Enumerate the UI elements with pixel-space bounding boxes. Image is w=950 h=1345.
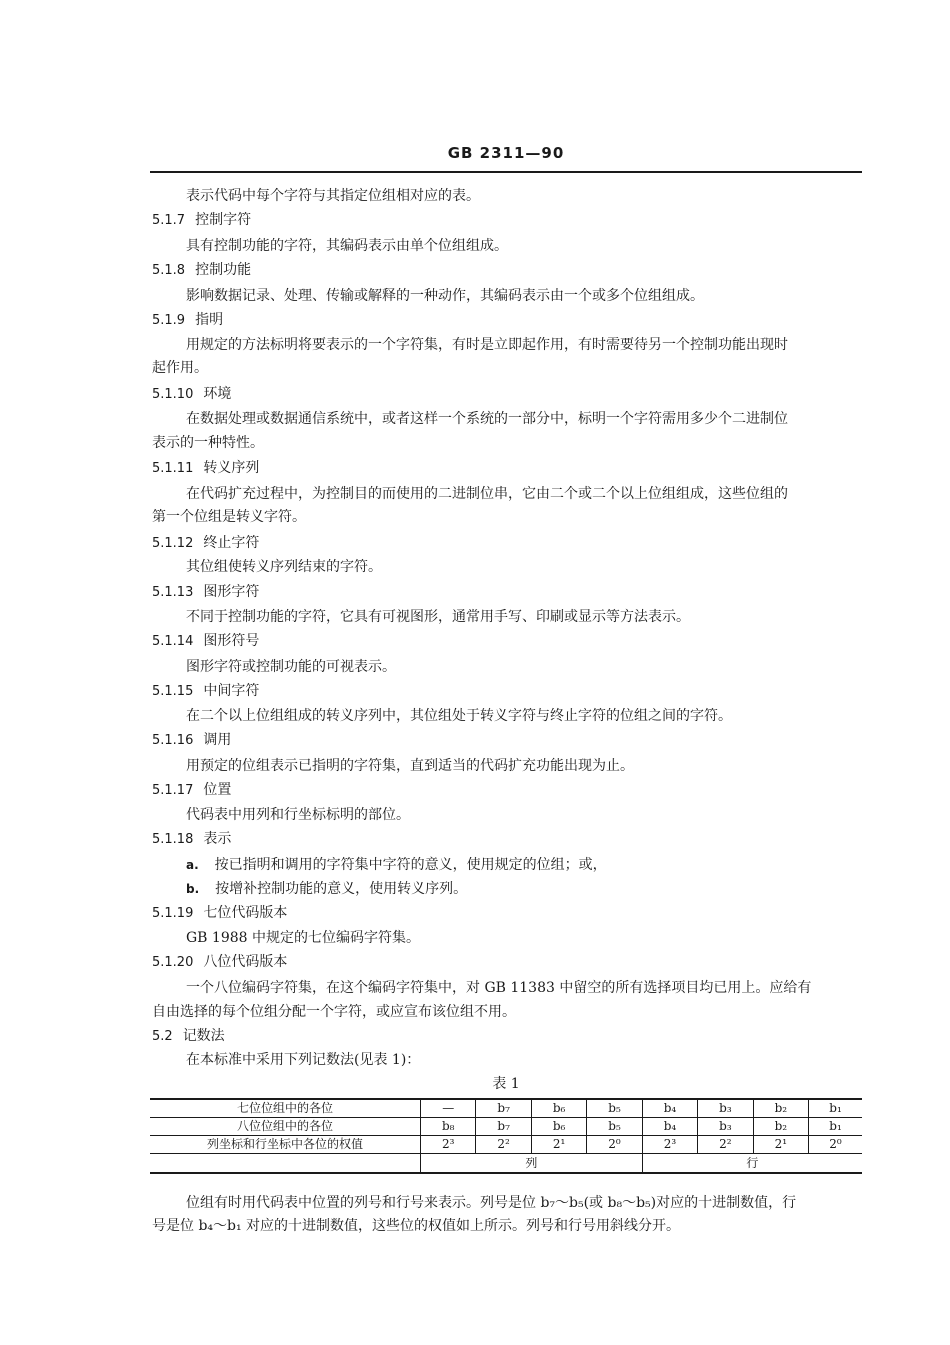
table-cell: b₃ [698,1099,753,1118]
section-heading: 5.1.12 终止字符 [152,535,260,551]
paragraph: 一个八位编码字符集，在这个编码字符集中，对 GB 11383 中留空的所有选择项目均已用上。应给有 [186,980,812,996]
table-cell: b₃ [698,1118,753,1136]
paragraph-continued: 自由选择的每个位组分配一个字符，或应宣布该位组不用。 [152,1004,516,1020]
paragraph: 其位组使转义序列结束的字符。 [186,559,382,575]
table-row [150,1099,862,1118]
list-item: b. 按增补控制功能的意义，使用转义序列。 [186,881,468,897]
row-group-label: 行 [642,1154,862,1174]
table-cell: 2¹ [531,1136,586,1154]
section-heading: 5.1.17 位置 [152,782,232,798]
paragraph: 具有控制功能的字符，其编码表示由单个位组组成。 [186,238,508,254]
paragraph: 在代码扩充过程中，为控制目的而使用的二进制位串，它由二个或二个以上位组组成，这些位组的 [186,486,788,502]
section-heading: 5.1.18 表示 [152,831,232,847]
section-heading: 5.1.10 环境 [152,386,232,402]
table-row [150,1136,862,1154]
table-cell: b₇ [476,1099,531,1118]
table-cell-empty [150,1154,421,1174]
paragraph-continued: 第一个位组是转义字符。 [152,509,306,525]
section-heading: 5.1.11 转义序列 [152,460,260,476]
table-cell: b₄ [642,1118,697,1136]
table-cell: 2⁰ [809,1136,862,1154]
table-cell: b₂ [753,1099,808,1118]
table-cell: 2² [698,1136,753,1154]
table-caption: 表 1 [492,1076,520,1092]
list-item: a. 按已指明和调用的字符集中字符的意义，使用规定的位组；或， [186,857,607,873]
table-cell: b₁ [809,1118,862,1136]
paragraph: 位组有时用代码表中位置的列号和行号来表示。列号是位 b₇～b₅(或 b₈～b₅)对应的十进制数值，行 [186,1195,797,1211]
table-cell: b₆ [531,1118,586,1136]
table-cell: b₂ [753,1118,808,1136]
paragraph: 用规定的方法标明将要表示的一个字符集，有时是立即起作用，有时需要待另一个控制功能出现时 [186,337,788,353]
table-cell: — [421,1099,476,1118]
table-cell: b₅ [587,1099,642,1118]
paragraph: 代码表中用列和行坐标标明的部位。 [186,807,410,823]
table-cell: 2³ [642,1136,697,1154]
section-heading: 5.1.7 控制字符 [152,212,252,228]
table-cell: 2² [476,1136,531,1154]
row-label: 七位位组中的各位 [150,1099,421,1118]
table-cell: b₈ [421,1118,476,1136]
table-cell: b₇ [476,1118,531,1136]
section-heading: 5.1.20 八位代码版本 [152,954,288,970]
table-cell: 2³ [421,1136,476,1154]
table-cell: 2⁰ [587,1136,642,1154]
row-label: 列坐标和行坐标中各位的权值 [150,1136,421,1154]
section-heading: 5.1.9 指明 [152,312,224,328]
section-heading: 5.1.13 图形字符 [152,584,260,600]
paragraph: 不同于控制功能的字符，它具有可视图形，通常用手写、印刷或显示等方法表示。 [186,609,690,625]
paragraph: 表示代码中每个字符与其指定位组相对应的表。 [186,188,480,204]
section-heading: 5.1.14 图形符号 [152,633,260,649]
table-cell: 2¹ [753,1136,808,1154]
paragraph: 在二个以上位组组成的转义序列中，其位组处于转义字符与终止字符的位组之间的字符。 [186,708,732,724]
table-row [150,1154,862,1174]
section-heading: 5.1.19 七位代码版本 [152,905,288,921]
paragraph: 图形字符或控制功能的可视表示。 [186,659,396,675]
table-cell: b₆ [531,1099,586,1118]
section-heading: 5.1.8 控制功能 [152,262,252,278]
table-cell: b₁ [809,1099,862,1118]
paragraph: 用预定的位组表示已指明的字符集，直到适当的代码扩充功能出现为止。 [186,758,634,774]
table-row [150,1118,862,1136]
paragraph: 在本标准中采用下列记数法(见表 1)： [186,1052,421,1068]
table-cell: b₄ [642,1099,697,1118]
notation-table [150,1098,862,1174]
paragraph: GB 1988 中规定的七位编码字符集。 [186,930,421,946]
paragraph-continued: 起作用。 [152,360,208,376]
column-group-label: 列 [421,1154,643,1174]
page-header: GB 2311—90 [150,141,862,173]
paragraph-continued: 表示的一种特性。 [152,435,264,451]
section-heading: 5.2 记数法 [152,1028,225,1044]
section-heading: 5.1.16 调用 [152,732,232,748]
paragraph: 在数据处理或数据通信系统中，或者这样一个系统的一部分中，标明一个字符需用多少个二进制位 [186,411,788,427]
paragraph: 影响数据记录、处理、传输或解释的一种动作，其编码表示由一个或多个位组组成。 [186,288,704,304]
paragraph-continued: 号是位 b₄～b₁ 对应的十进制数值，这些位的权值如上所示。列号和行号用斜线分开。 [152,1218,681,1234]
row-label: 八位位组中的各位 [150,1118,421,1136]
section-heading: 5.1.15 中间字符 [152,683,260,699]
table-cell: b₅ [587,1118,642,1136]
